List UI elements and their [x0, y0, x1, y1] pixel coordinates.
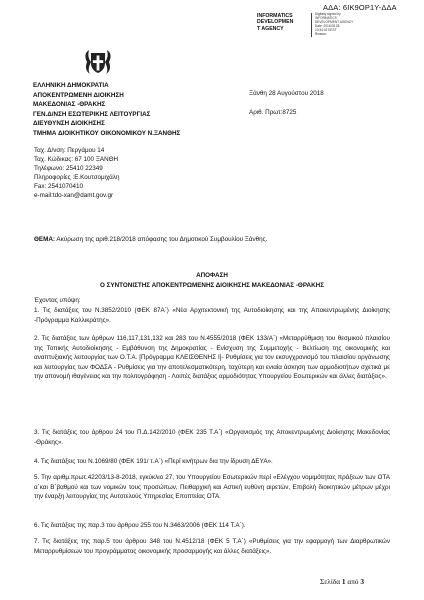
ada-code: ΑΔΑ: 6ΙΚ9ΟΡ1Υ-ΔΔΑ [323, 3, 397, 12]
consideration-item-7: 7. Τις διατάξεις της παρ.5 του άρθρου 348 του Ν.4512/18 (ΦΕΚ 5 Τ.Α΄) «Ρυθμίσεις για την εφαρμογή των Διαρθρωτικών Μεταρρυθμίσεων του προγράμματος οικονομικής προσαρμογής και άλλες διατάξεις». [34, 538, 390, 555]
issuing-authority-header: ΕΛΛΗΝΙΚΗ ΔΗΜΟΚΡΑΤΙΑ ΑΠΟΚΕΝΤΡΩΜΕΝΗ ΔΙΟΙΚΗΣΗ ΜΑΚΕΔΟΝΙΑΣ -ΘΡΑΚΗΣ ΓΕΝ.Δ/ΝΣΗ ΕΣΩΤΕΡΙΚΗΣ ΛΕΙΤΟΥΡΓΙΑΣ ΔΙΕΥΘΥΝΣΗ ΔΙΟΙΚΗΣΗΣ ΤΜΗΜΑ ΔΙΟΙΚΗΤΙΚΟΥ ΟΙΚΟΝΟΜΙΚΟΥ Ν.ΞΑΝΘΗΣ [33, 82, 181, 137]
considering-intro: Έχοντας υπόψη: [34, 297, 81, 304]
document-date: Ξάνθη 28 Αυγούστου 2018 [249, 90, 324, 97]
consideration-item-1: 1. Τις διατάξεις του Ν.3852/2010 (ΦΕΚ 87Α΄) «Νέα Αρχιτεκτονική της Αυτοδιοίκησης και της Αποκεντρωμένης Διοίκησης -Πρόγραμμα Καλλικράτης». [34, 307, 390, 324]
consideration-item-2: 2. Τις διατάξεις των άρθρων 116,117,131,132 και 283 του Ν.4555/2018 (ΦΕΚ 133/Α΄) «Μεταρρύθμιση του θεσμικού πλαισίου της Τοπικής Αυτοδιοίκησης - Εμβάθυνση της Δημοκρατίας - Ενίσχυση της Συμμετοχής - Βελτίωση της οικονομικής και αναπτυξιακής λειτουργίας των Ο.Τ.Α. [Πρόγραμμα ΚΛΕΙΣΘΕΝΗΣ Ι]- Ρυθμίσεις για τον εκσυγχρονισμό του πλαισίου οργάνωσης και λειτουργίας των ΦΟΔΣΑ - Ρυθμίσεις για την αποτελεσματικότερη, ταχύτερη και ενιαία άσκηση των αρμοδιοτήτων σχετικά με την απονομή ιθαγένειας και την πολιτογράφηση - Λοιπές διατάξεις αρμοδιότητας Υπουργείου Εσωτερικών και άλλες διατάξεις». [34, 335, 390, 381]
decision-title: ΑΠΟΦΑΣΗ [196, 272, 228, 279]
stamp-signature-details: Digitally signed by INFORMATICS DEVELOPMENT AGENCY Date: 2018.08.28 10:34:02 EEST Reason: [315, 12, 354, 36]
protocol-number: Αριθ. Πρωτ:8725 [249, 109, 297, 116]
consideration-item-5: 5. Την αριθμ.πρωτ.42203/13-8-2018, εγκύκλιο 27, του Υπουργείου Εσωτερικών περί «Ελέγχου νομιμότητας πράξεων των ΟΤΑ α΄και Β΄βαθμού και των νομικών τους προσώπων, Πειθαρχική και Αστική ευθύνη αιρετών, Επιβολή διοικητικών μέτρων μέχρι την έναρξη λειτουργίας της Αυτοτελούς Υπηρεσίας Εποπτείας ΟΤΑ. [34, 474, 390, 501]
contact-details: Ταχ. Δ/νση: Περγάμου 14 Ταχ. Κώδικας: 67 100 ΞΑΝΘΗ Τηλέφωνο: 25410 22349 Πληροφορίες :Ε.Κουτσομιχάλη Fax: 2541070410 e-mail:tdo-xan@damt.gov.gr [34, 147, 120, 199]
subject-label: ΘΕΜΑ: [34, 236, 55, 243]
consideration-item-4: 4. Τις διατάξεις του Ν.1069/80 (ΦΕΚ 191/ τ.Α΄) «Περί κινήτρων δια την ίδρυση ΔΕΥΑ». [34, 458, 273, 465]
stamp-divider [311, 13, 312, 37]
consideration-item-3: 3. Τις διατάξεις του άρθρου 24 του Π.Δ.142/2010 (ΦΕΚ 235 Τ.Α΄) «Οργανισμός της Αποκεντρωμένης Διοίκησης Μακεδονίας -Θράκης». [34, 429, 390, 446]
consideration-item-6: 6. Τις διατάξεις της παρ.3 του άρθρου 255 του Ν.3463/2006 (ΦΕΚ 114 Τ.Α΄). [34, 522, 246, 529]
page-indicator: Σελίδα 1 από 3 [320, 577, 365, 586]
digital-signature-stamp [256, 13, 416, 37]
decision-subtitle: Ο ΣΥΝΤΟΝΙΣΤΗΣ ΑΠΟΚΕΝΤΡΩΜΕΝΗΣ ΔΙΟΙΚΗΣΗΣ ΜΑΚΕΔΟΝΙΑΣ -ΘΡΑΚΗΣ [100, 282, 324, 289]
subject-text: Ακύρωση της αριθ.218/2018 απόφασης του Δημοτικού Συμβουλίου Ξάνθης. [55, 236, 268, 243]
stamp-organization: INFORMATICS DEVELOPMEN T AGENCY [257, 13, 294, 32]
greek-emblem-icon [83, 48, 113, 76]
subject-line [34, 236, 267, 243]
